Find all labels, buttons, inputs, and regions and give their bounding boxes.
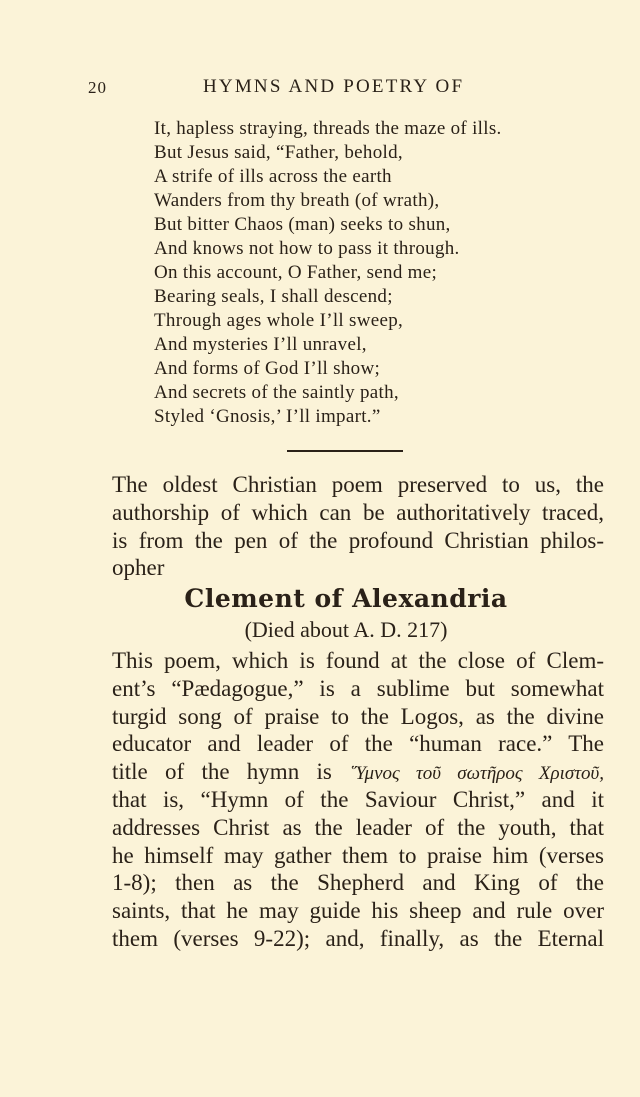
page-number: 20 [88,78,107,97]
poem-line: Bearing seals, I shall descend; [154,286,393,307]
paragraph-line: turgid song of praise to the Logos, as the divine [112,703,604,729]
author-dates: (Died about A. D. 217) [244,617,448,642]
paragraph-line: saints, that he may guide his sheep and rule over [112,898,604,924]
paragraph-line: addresses Christ as the leader of the youth, that [112,814,604,840]
poem-line: Styled ‘Gnosis,’ I’ll impart.” [154,406,381,427]
paragraph-line: that is, “Hymn of the Saviour Christ,” and it [112,786,604,812]
running-head: HYMNS AND POETRY OF [203,76,465,97]
poem-line: And knows not how to pass it through. [154,238,460,259]
poem-line: A strife of ills across the earth [154,166,392,187]
poem-line: Wanders from thy breath (of wrath), [154,190,440,211]
poem-line: But Jesus said, “Father, behold, [154,142,403,163]
paragraph-line: authorship of which can be authoritatively traced, [112,499,604,525]
poem-line: Through ages whole I’ll sweep, [154,310,404,331]
poem-line: It, hapless straying, threads the maze of ills. [154,118,502,139]
paragraph-line: The oldest Christian poem preserved to us, the [112,472,604,497]
poem-line: And secrets of the saintly path, [154,382,399,403]
intro-paragraph [112,471,604,582]
paragraph-line: is from the pen of the profound Christian philos- [112,527,604,553]
paragraph-line: he himself may gather them to praise him (verses [112,842,604,868]
poem-stanza [154,117,574,429]
poem-line: On this account, O Father, send me; [154,262,438,283]
paragraph-line: opher [112,555,165,581]
paragraph-line-with-greek [112,758,604,786]
poem-line: And forms of God I’ll show; [154,358,381,379]
poem-line: But bitter Chaos (man) seeks to shun, [154,214,451,235]
author-heading: Clement of Alexandria [184,584,508,613]
paragraph-line: them (verses 9-22); and, finally, as the Eternal [112,925,604,951]
section-divider [287,450,403,452]
paragraph-line: educator and leader of the “human race.” The [112,731,604,757]
body-paragraph [112,647,604,953]
paragraph-line: 1-8); then as the Shepherd and King of the [112,870,604,896]
poem-line: And mysteries I’ll unravel, [154,334,367,355]
paragraph-line: ent’s “Pædagogue,” is a sublime but somewhat [112,675,604,701]
paragraph-line: This poem, which is found at the close of Clem- [112,648,604,673]
greek-hymn-title: ῞Υμνος τοῦ σωτῆρος Χριστοῦ, [349,763,605,785]
paragraph-text: title of the hymn is [112,759,332,785]
